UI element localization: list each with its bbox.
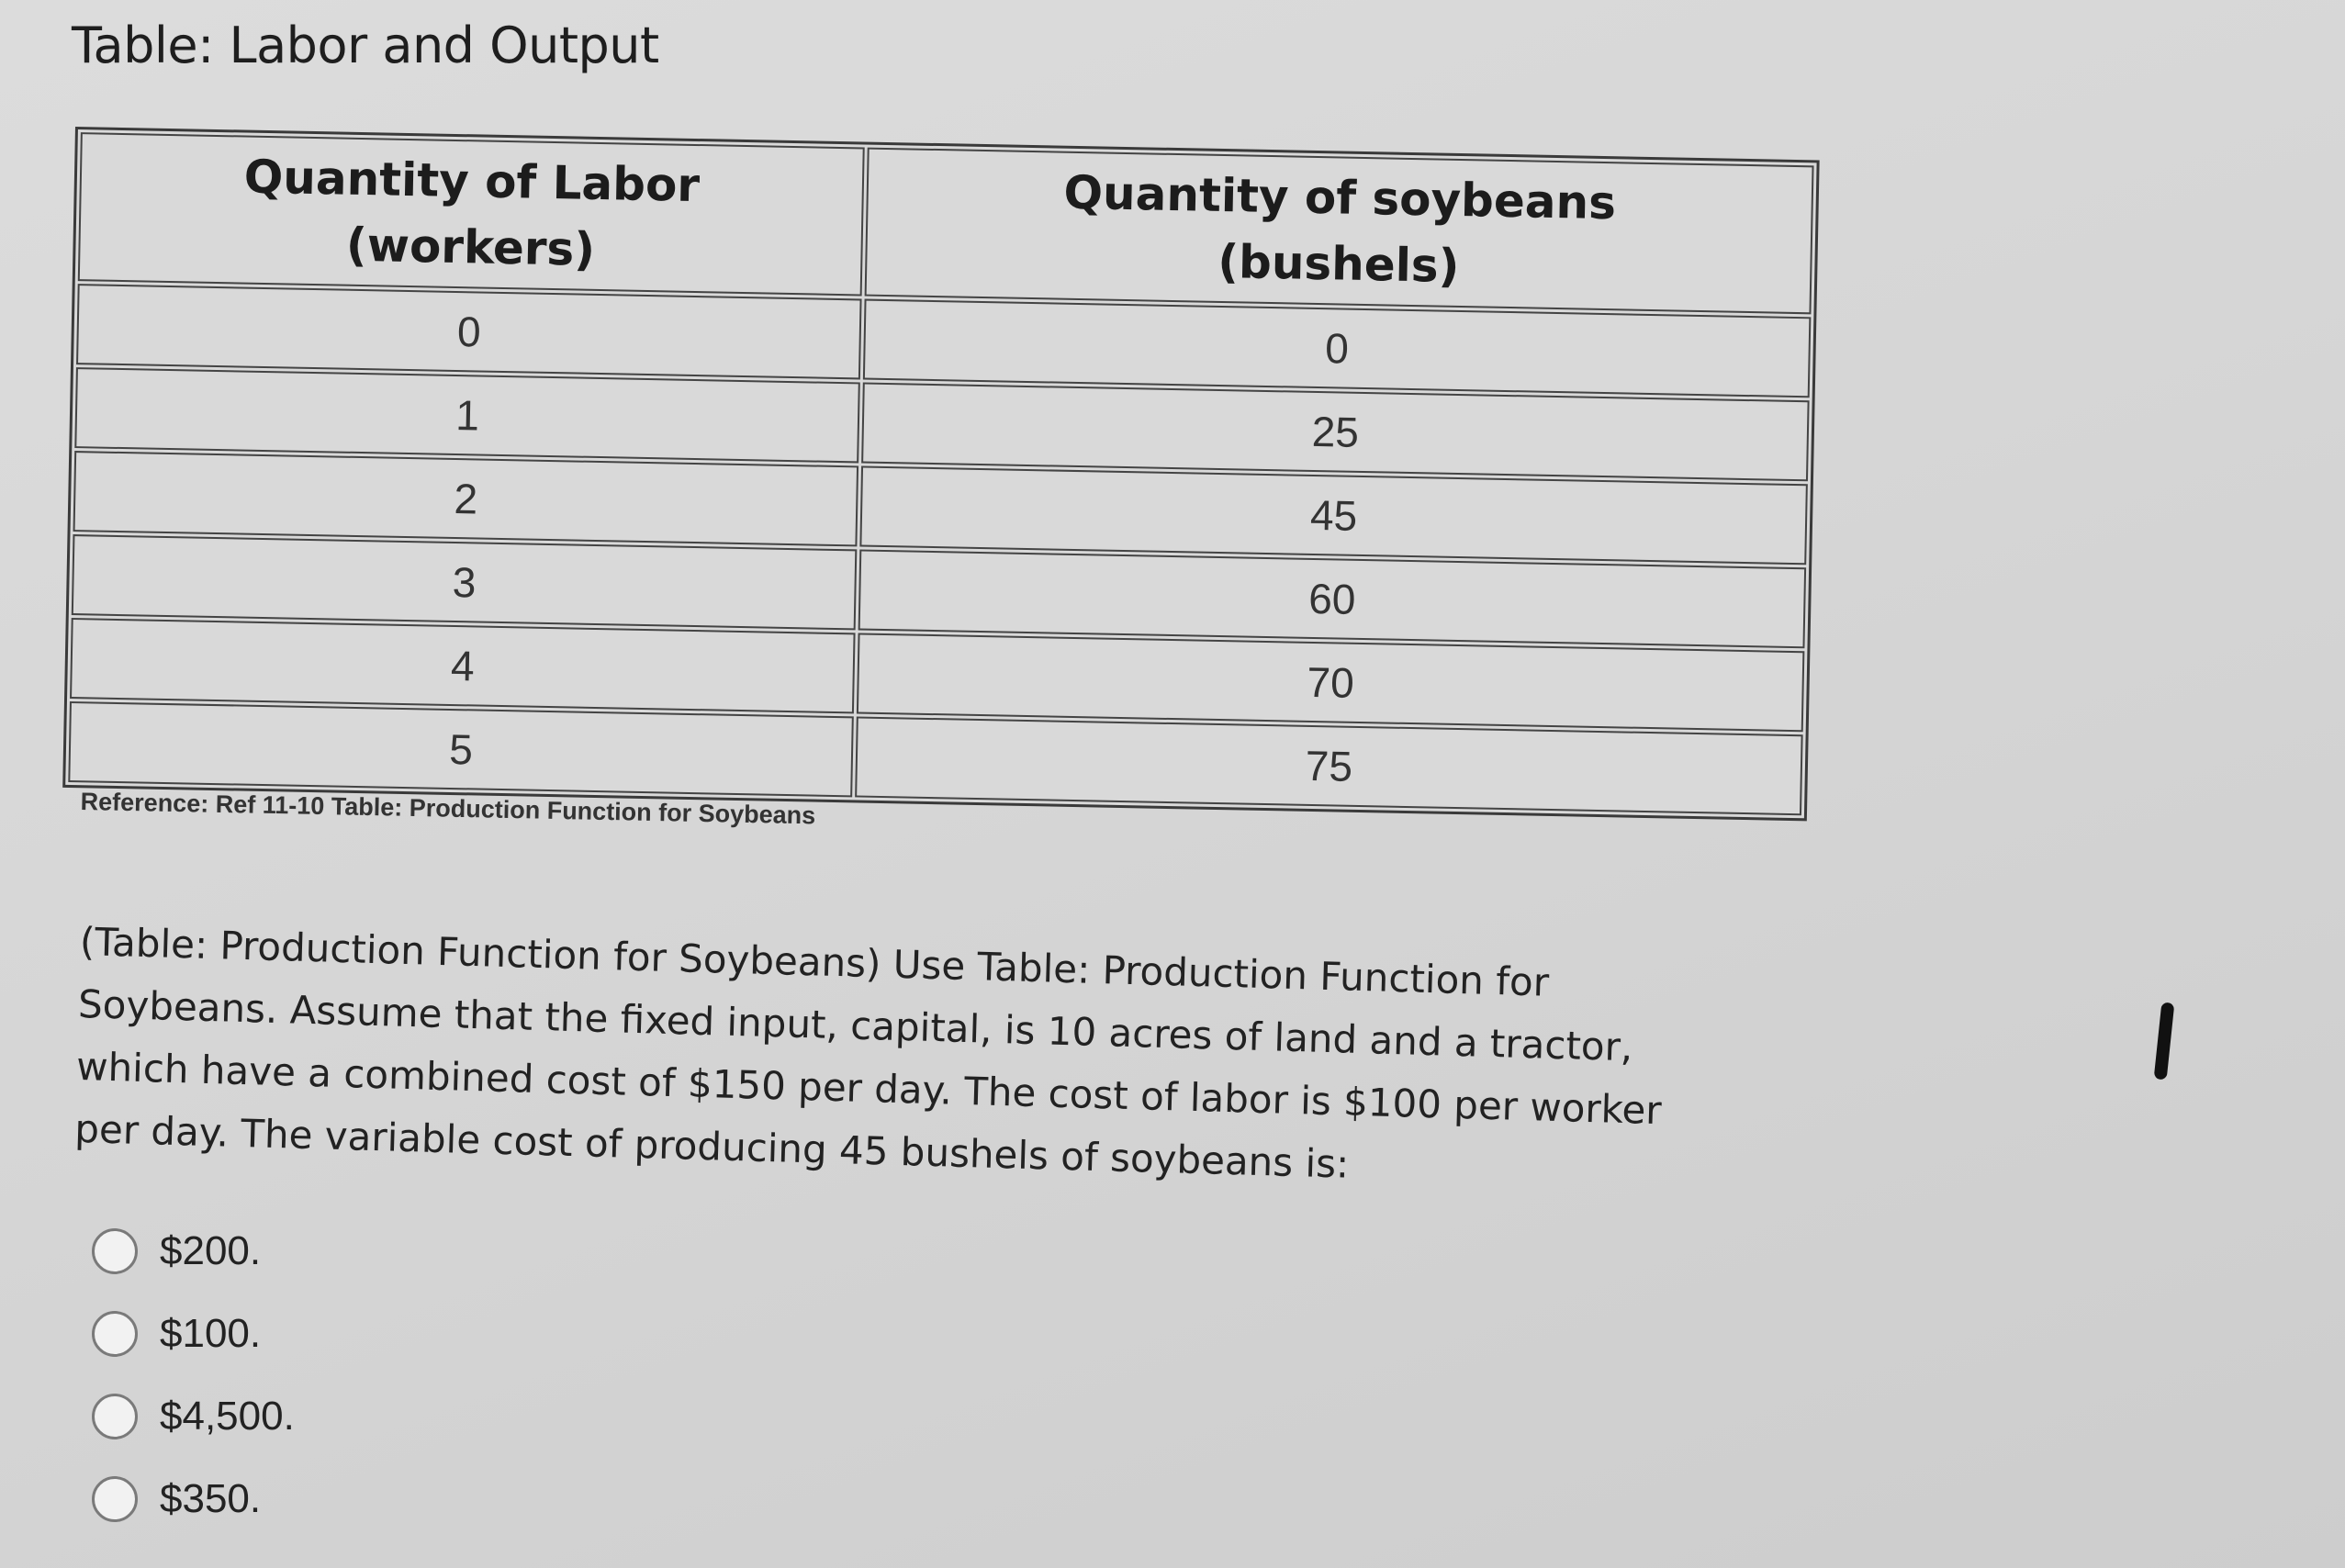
radio-button[interactable] <box>92 1476 138 1522</box>
answer-option[interactable] <box>92 1458 295 1540</box>
labor-cell: 0 <box>76 284 862 379</box>
production-table <box>62 127 1819 821</box>
soybeans-cell: 70 <box>857 633 1804 732</box>
answer-option[interactable] <box>92 1293 295 1375</box>
radio-button[interactable] <box>92 1394 138 1439</box>
radio-button[interactable] <box>92 1228 138 1274</box>
header-soybeans-line2: (bushels) <box>1217 234 1461 293</box>
answer-option-label: $350. <box>160 1476 262 1521</box>
answer-option-label: $100. <box>160 1311 262 1356</box>
answer-option[interactable] <box>92 1375 295 1458</box>
header-labor-line1: Quantity of Labor <box>243 150 701 213</box>
table-reference: Reference: Ref 11-10 Table: Production Function for Soybeans <box>80 788 816 830</box>
soybeans-cell: 75 <box>855 716 1802 815</box>
answer-option-label: $200. <box>160 1228 262 1273</box>
header-labor-line2: (workers) <box>345 218 596 276</box>
radio-button[interactable] <box>92 1311 138 1357</box>
soybeans-cell: 0 <box>863 299 1811 398</box>
header-labor <box>78 132 865 296</box>
labor-cell: 5 <box>68 701 854 797</box>
page-title: Table: Labor and Output <box>72 17 659 74</box>
labor-output-table <box>62 127 1819 821</box>
labor-cell: 1 <box>74 367 860 463</box>
soybeans-cell: 45 <box>859 466 1807 566</box>
labor-cell: 2 <box>73 451 859 546</box>
answer-option[interactable] <box>92 1210 295 1293</box>
header-soybeans-line1: Quantity of soybeans <box>1063 165 1617 230</box>
soybeans-cell: 60 <box>858 549 1806 648</box>
question-text: (Table: Production Function for Soybeans) Use Table: Production Function for Soybeans. Assume that the fixed input, capital, is 10 acres of land and a tractor, which have a combined cost of $150 per day. The cost of labor is $100 per worker per day. The variable cost of producing 45 bushels of soybeans is: <box>73 918 1663 1187</box>
header-soybeans <box>865 148 1814 315</box>
labor-cell: 3 <box>72 534 858 630</box>
labor-cell: 4 <box>70 618 856 713</box>
answer-option-label: $4,500. <box>160 1394 295 1439</box>
screen-mark <box>2154 1002 2175 1080</box>
soybeans-cell: 25 <box>861 383 1809 482</box>
answer-options <box>92 1210 295 1540</box>
table-header-row <box>78 132 1814 314</box>
